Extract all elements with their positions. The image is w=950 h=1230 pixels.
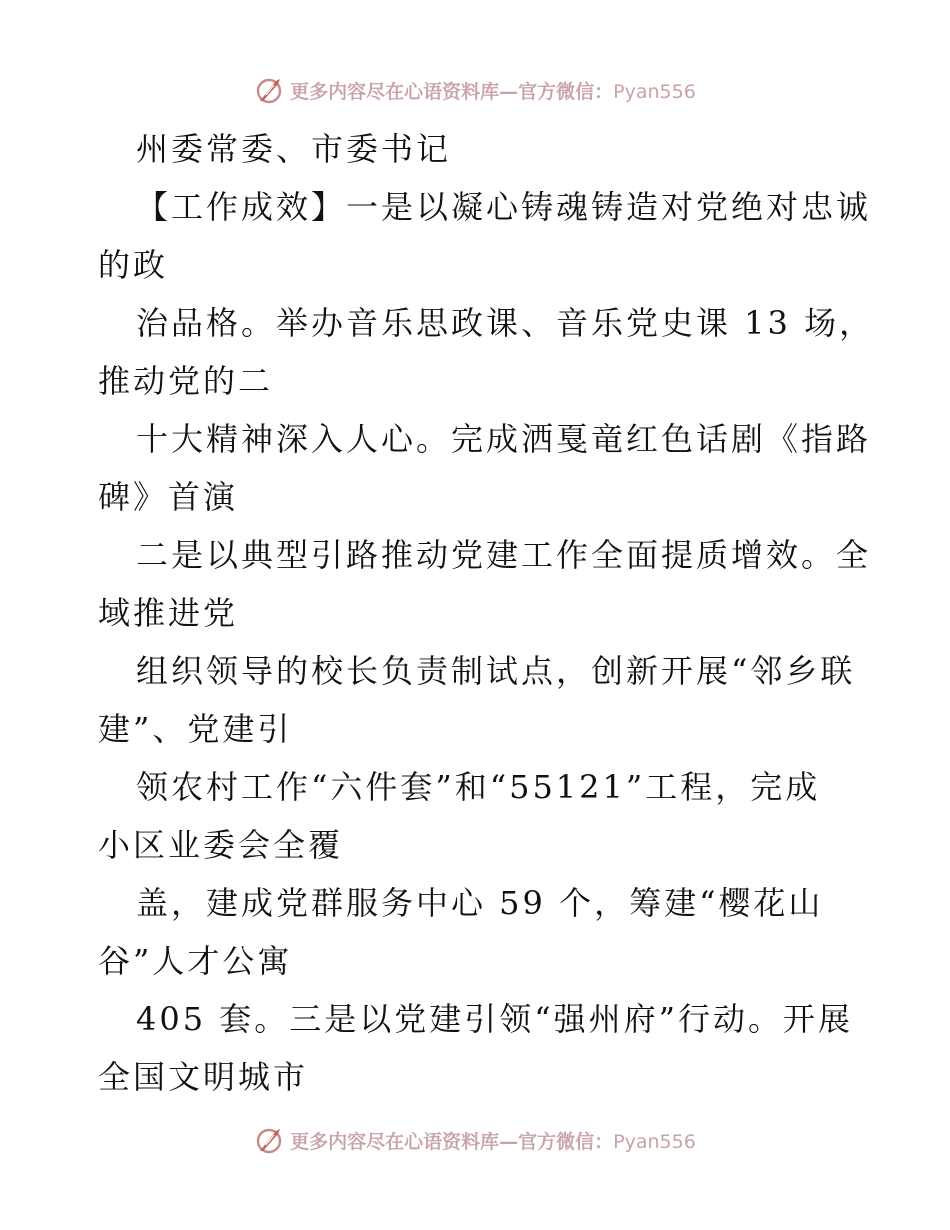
text-line: 推动党的二 [98,362,274,400]
text-line: 碑》首演 [98,478,239,516]
text-line: 组织领导的校长负责制试点，创新开展“邻乡联 [136,652,856,690]
text-line: 域推进党 [98,594,239,632]
wechat-id: Pyan556 [613,80,696,103]
watermark-text: 更多内容尽在心语资料库—官方微信：Pyan556 [290,80,696,103]
wechat-id: Pyan556 [613,1130,696,1153]
document-body [98,120,875,1106]
text-line: 二是以典型引路推动党建工作全面提质增效。全 [136,536,872,574]
text-line: 全国文明城市 [98,1058,309,1096]
text-line: 谷”人才公寓 [98,942,293,980]
text-line: 建”、党建引 [98,710,293,748]
text-line: 小区业委会全覆 [98,826,344,864]
feather-pen-logo-icon [254,1125,284,1155]
header-watermark [0,70,950,110]
text-line: 领农村工作“六件套”和“55121”工程，完成 [136,768,821,806]
text-line: 的政 [98,246,169,284]
text-line: 【工作成效】一是以凝心铸魂铸造对党绝对忠诚 [136,188,872,226]
text-line: 盖，建成党群服务中心 59 个，筹建“樱花山 [136,884,824,922]
text-line: 治品格。举办音乐思政课、音乐党史课 13 场， [136,304,875,342]
watermark-text: 更多内容尽在心语资料库—官方微信：Pyan556 [290,1130,696,1153]
text-line: 州委常委、市委书记 [136,130,452,168]
text-line: 405 套。三是以党建引领“强州府”行动。开展 [136,1000,853,1038]
footer-watermark [0,1120,950,1160]
text-line: 十大精神深入人心。完成洒戛竜红色话剧《指路 [136,420,872,458]
feather-pen-logo-icon [254,75,284,105]
